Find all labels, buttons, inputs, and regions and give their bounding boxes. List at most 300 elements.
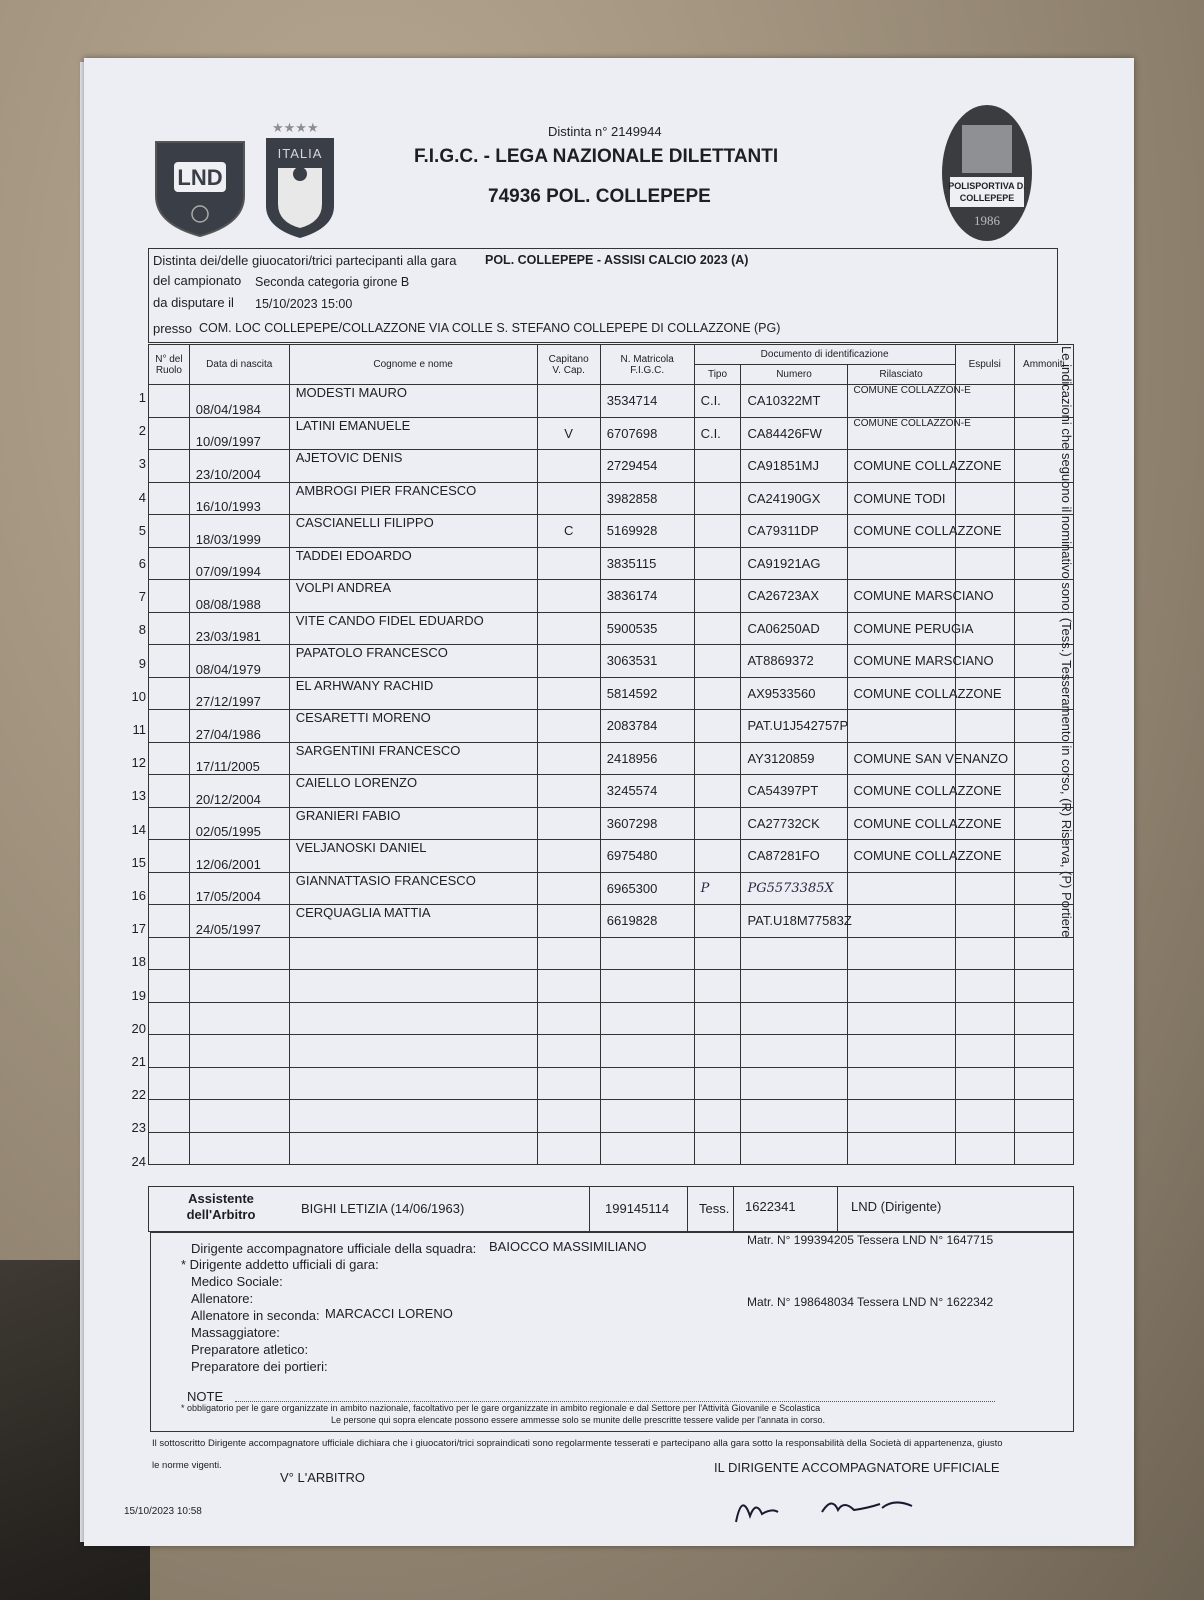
note-line [235,1401,995,1402]
matricola-cell [600,1100,694,1133]
captain-cell [537,840,600,873]
matricola-cell [600,1035,694,1068]
row-number: 14 [131,821,146,837]
captain-cell [537,1132,600,1165]
issued-by-cell [847,547,955,580]
matricola-cell: 3534714 [600,385,694,418]
name-cell: AMBROGI PIER FRANCESCO [289,482,537,515]
row-number: 18 [131,954,146,970]
birthdate-cell: 20/12/2004 [189,775,289,808]
name-cell: CESARETTI MORENO [289,710,537,743]
ruolo-cell [149,905,190,938]
table-row [149,482,1074,515]
ruolo-cell [149,515,190,548]
doc-number-cell: PAT.U18M77583Z [741,905,847,938]
footnote-1: * obbligatorio per le gare organizzate in ambito nazionale, facoltativo per le gare organizzate in ambito regionale e dal Settore per l'Attività Giovanile e Scolastica [181,1403,821,1413]
issued-by-cell: COMUNE COLLAZZONE [847,775,955,808]
espulsi-cell [955,710,1014,743]
doc-number-cell: CA10322MT [741,385,847,418]
issued-by-cell: COMUNE COLLAZZONE [847,807,955,840]
issued-by-cell: COMUNE COLLAZZONE [847,840,955,873]
ammoniti-cell [1014,1132,1073,1165]
table-row [149,1002,1074,1035]
doc-number-cell: CA87281FO [741,840,847,873]
print-timestamp: 15/10/2023 10:58 [124,1506,202,1517]
assistente-matricola: 199145114 [605,1201,670,1216]
ruolo-cell [149,807,190,840]
doc-type-cell [694,807,741,840]
birthdate-cell: 27/12/1997 [189,677,289,710]
footnote-2: Le persone qui sopra elencate possono essere ammesse solo se munite delle prescritte tessere valide per l'annata in corso. [331,1415,825,1425]
doc-number-cell [741,1002,847,1035]
name-cell: CERQUAGLIA MATTIA [289,905,537,938]
row-number: 15 [131,854,146,870]
table-row [149,515,1074,548]
doc-number-cell: AT8869372 [741,645,847,678]
table-row [149,1035,1074,1068]
assistente-tess: 1622341 [745,1199,796,1214]
row-number: 8 [138,622,146,638]
captain-cell [537,905,600,938]
issued-by-cell: COMUNE COLLAZZONE [847,515,955,548]
row-number: 9 [138,655,146,671]
preparatore-portieri-label: Preparatore dei portieri: [191,1359,328,1374]
name-cell: MODESTI MAURO [289,385,537,418]
captain-cell [537,482,600,515]
matricola-cell: 3836174 [600,580,694,613]
doc-type-cell [694,970,741,1003]
players-table-body [149,385,1074,1165]
doc-type-cell [694,1067,741,1100]
birthdate-cell [189,1002,289,1035]
issued-by-cell: COMUNE COLLAZZON-E [847,417,955,450]
birthdate-cell: 18/03/1999 [189,515,289,548]
birthdate-cell [189,1100,289,1133]
matricola-cell [600,1002,694,1035]
issued-by-cell [847,970,955,1003]
matricola-cell: 3835115 [600,547,694,580]
col-matricola: N. Matricola F.I.G.C. [600,345,694,385]
dirigente-value: BAIOCCO MASSIMILIANO [489,1239,647,1254]
matricola-cell: 3607298 [600,807,694,840]
doc-number-cell: CA54397PT [741,775,847,808]
doc-type-cell: C.I. [694,417,741,450]
club-name: 74936 POL. COLLEPEPE [488,186,711,207]
name-cell [289,1132,537,1165]
matricola-cell: 2729454 [600,450,694,483]
presso-value: COM. LOC COLLEPEPE/COLLAZZONE VIA COLLE S. STEFANO COLLEPEPE DI COLLAZZONE (PG) [199,321,781,335]
allenatore2-value: MARCACCI LORENO [325,1306,453,1321]
row-number: 13 [131,788,146,804]
doc-type-cell [694,710,741,743]
matricola-cell [600,1132,694,1165]
doc-type-cell: P [694,872,741,905]
col-ammoniti: Ammoniti [1014,345,1073,385]
dirigente-label: Dirigente accompagnatore ufficiale della squadra: [191,1241,477,1256]
espulsi-cell [955,937,1014,970]
svg-text:★★★★: ★★★★ [272,121,319,136]
name-cell: SARGENTINI FRANCESCO [289,742,537,775]
row-number: 6 [138,556,146,571]
doc-type-cell [694,1132,741,1165]
staff-box [150,1232,1074,1432]
ruolo-cell [149,710,190,743]
col-ruolo: N° del Ruolo [149,345,190,385]
doc-type-cell [694,677,741,710]
doc-number-cell [741,1132,847,1165]
name-cell: VELJANOSKI DANIEL [289,840,537,873]
table-row [149,742,1074,775]
espulsi-cell [955,905,1014,938]
captain-cell [537,872,600,905]
birthdate-cell: 17/11/2005 [189,742,289,775]
captain-cell: V [537,417,600,450]
espulsi-cell [955,1002,1014,1035]
doc-type-cell [694,515,741,548]
doc-number-cell: AX9533560 [741,677,847,710]
birthdate-cell: 16/10/1993 [189,482,289,515]
document-title: F.I.G.C. - LEGA NAZIONALE DILETTANTI [414,146,779,167]
issued-by-cell: COMUNE COLLAZZON-E [847,385,955,418]
issued-by-cell [847,710,955,743]
data-value: 15/10/2023 15:00 [255,297,353,311]
campionato-label: del campionato [153,273,242,288]
ruolo-cell [149,612,190,645]
captain-cell [537,807,600,840]
row-number: 12 [131,755,146,771]
birthdate-cell: 10/09/1997 [189,417,289,450]
data-label: da disputare il [153,295,234,310]
dirigente-matr: Matr. N° 199394205 Tessera LND N° 1647715 [747,1233,994,1247]
doc-number-cell: CA26723AX [741,580,847,613]
matricola-cell [600,970,694,1003]
doc-type-cell [694,840,741,873]
doc-type-cell [694,775,741,808]
arbitro-label: V° L'ARBITRO [280,1470,365,1485]
birthdate-cell: 02/05/1995 [189,807,289,840]
ruolo-cell [149,970,190,1003]
birthdate-cell: 07/09/1994 [189,547,289,580]
match-info-box [148,248,1058,343]
issued-by-cell: COMUNE COLLAZZONE [847,450,955,483]
ruolo-cell [149,1002,190,1035]
matricola-cell: 5814592 [600,677,694,710]
birthdate-cell: 12/06/2001 [189,840,289,873]
ammoniti-cell [1014,1002,1073,1035]
ruolo-cell [149,1067,190,1100]
addetto-label: * Dirigente addetto ufficiali di gara: [181,1257,379,1272]
name-cell: AJETOVIC DENIS [289,450,537,483]
captain-cell [537,1035,600,1068]
row-number: 10 [131,688,146,704]
assistente-tess-label: Tess. [699,1201,730,1216]
ammoniti-cell [1014,1067,1073,1100]
row-number: 11 [132,722,146,737]
name-cell [289,1067,537,1100]
polisportiva-logo-line2: COLLEPEPE [959,193,1015,203]
doc-number-cell [741,937,847,970]
side-note: Le indicazioni che seguono il nominativo sono: (Tess.) Tesseramento in corso, (R) Riserva, (P) Portiere [1059,346,1074,938]
doc-number-cell: CA27732CK [741,807,847,840]
ruolo-cell [149,937,190,970]
doc-number-cell: PG5573385X [741,872,847,905]
row-number: 24 [131,1153,146,1169]
birthdate-cell [189,937,289,970]
ammoniti-cell [1014,937,1073,970]
espulsi-cell [955,1100,1014,1133]
polisportiva-logo [940,103,1034,243]
doc-number-cell: CA79311DP [741,515,847,548]
doc-number-cell: AY3120859 [741,742,847,775]
issued-by-cell [847,1035,955,1068]
doc-type-cell [694,937,741,970]
captain-cell [537,385,600,418]
col-capitano: Capitano V. Cap. [537,345,600,385]
table-row [149,970,1074,1003]
table-row [149,580,1074,613]
name-cell: VITE CANDO FIDEL EDUARDO [289,612,537,645]
col-nascita: Data di nascita [189,345,289,385]
birthdate-cell [189,1132,289,1165]
name-cell: GRANIERI FABIO [289,807,537,840]
allenatore2-matr: Matr. N° 198648034 Tessera LND N° 1622342 [747,1295,994,1309]
issued-by-cell [847,1132,955,1165]
table-row [149,1100,1074,1133]
issued-by-cell: COMUNE SAN VENANZO [847,742,955,775]
ruolo-cell [149,385,190,418]
name-cell: VOLPI ANDREA [289,580,537,613]
medico-label: Medico Sociale: [191,1274,283,1289]
doc-number-cell [741,1067,847,1100]
issued-by-cell [847,1002,955,1035]
doc-number-cell [741,970,847,1003]
captain-cell [537,1067,600,1100]
name-cell [289,937,537,970]
lnd-logo-text: LND [177,165,223,190]
matricola-cell: 3982858 [600,482,694,515]
birthdate-cell: 08/04/1979 [189,645,289,678]
issued-by-cell [847,872,955,905]
captain-cell [537,580,600,613]
table-row [149,417,1074,450]
row-number: 20 [131,1020,146,1036]
assistente-row [148,1186,1074,1232]
assistente-label: Assistente dell'Arbitro [186,1191,256,1222]
birthdate-cell: 23/10/2004 [189,450,289,483]
doc-type-cell [694,1002,741,1035]
name-cell: CASCIANELLI FILIPPO [289,515,537,548]
doc-type-cell [694,1035,741,1068]
table-row [149,450,1074,483]
table-row [149,612,1074,645]
espulsi-cell [955,547,1014,580]
matricola-cell: 6965300 [600,872,694,905]
matricola-cell [600,937,694,970]
birthdate-cell [189,1035,289,1068]
massaggiatore-label: Massaggiatore: [191,1325,280,1340]
lnd-logo [152,136,248,238]
birthdate-cell: 23/03/1981 [189,612,289,645]
espulsi-cell [955,482,1014,515]
issued-by-cell: COMUNE TODI [847,482,955,515]
doc-type-cell [694,742,741,775]
table-row [149,775,1074,808]
row-number: 19 [131,987,146,1003]
captain-cell [537,970,600,1003]
name-cell: LATINI EMANUELE [289,417,537,450]
espulsi-cell [955,872,1014,905]
ruolo-cell [149,450,190,483]
ruolo-cell [149,677,190,710]
dirigente-signature [732,1486,922,1526]
doc-type-cell [694,450,741,483]
espulsi-cell [955,1132,1014,1165]
matricola-cell: 2418956 [600,742,694,775]
issued-by-cell [847,937,955,970]
ruolo-cell [149,840,190,873]
row-number: 4 [138,489,146,505]
ammoniti-cell [1014,1035,1073,1068]
table-row [149,840,1074,873]
dichiarazione-2: le norme vigenti. [152,1460,222,1471]
preparatore-label: Preparatore atletico: [191,1342,309,1357]
col-rilasciato: Rilasciato [847,365,955,385]
name-cell: PAPATOLO FRANCESCO [289,645,537,678]
table-row [149,385,1074,418]
birthdate-cell [189,970,289,1003]
matricola-cell: 3063531 [600,645,694,678]
doc-type-cell: C.I. [694,385,741,418]
doc-number-cell: CA06250AD [741,612,847,645]
espulsi-cell [955,1067,1014,1100]
ruolo-cell [149,775,190,808]
assistente-nome: BIGHI LETIZIA (14/06/1963) [301,1201,465,1216]
italia-logo [262,118,338,240]
matricola-cell: 3245574 [600,775,694,808]
doc-type-cell [694,580,741,613]
row-number: 5 [138,522,146,538]
row-number: 16 [131,888,146,903]
row-number: 1 [138,390,146,405]
doc-number-cell: PAT.U1J542757P [741,710,847,743]
issued-by-cell: COMUNE MARSCIANO [847,580,955,613]
captain-cell [537,1002,600,1035]
row-number: 3 [138,456,146,472]
name-cell: TADDEI EDOARDO [289,547,537,580]
allenatore2-label: Allenatore in seconda: [191,1308,320,1323]
birthdate-cell: 24/05/1997 [189,905,289,938]
captain-cell: C [537,515,600,548]
captain-cell [537,1100,600,1133]
doc-type-cell [694,905,741,938]
ruolo-cell [149,417,190,450]
polisportiva-logo-year: 1986 [974,213,1000,228]
ruolo-cell [149,742,190,775]
doc-type-cell [694,547,741,580]
gara-label: Distinta dei/delle giuocatori/trici partecipanti alla gara [153,253,457,268]
name-cell: CAIELLO LORENZO [289,775,537,808]
allenatore-label: Allenatore: [191,1291,254,1306]
ruolo-cell [149,872,190,905]
captain-cell [537,775,600,808]
doc-type-cell [694,482,741,515]
col-documento: Documento di identificazione [694,345,955,365]
row-number: 21 [131,1054,146,1069]
ruolo-cell [149,645,190,678]
row-number: 2 [138,423,146,439]
table-row [149,710,1074,743]
matricola-cell [600,1067,694,1100]
players-table-wrap [148,344,1074,1165]
birthdate-cell: 08/04/1984 [189,385,289,418]
ruolo-cell [149,1132,190,1165]
ammoniti-cell [1014,1100,1073,1133]
matricola-cell: 2083784 [600,710,694,743]
ruolo-cell [149,547,190,580]
issued-by-cell: COMUNE PERUGIA [847,612,955,645]
doc-type-cell [694,612,741,645]
table-row [149,645,1074,678]
espulsi-cell [955,970,1014,1003]
doc-number-cell: CA84426FW [741,417,847,450]
ruolo-cell [149,1035,190,1068]
name-cell [289,970,537,1003]
table-row [149,1067,1074,1100]
table-row [149,677,1074,710]
ruolo-cell [149,1100,190,1133]
gara-value: POL. COLLEPEPE - ASSISI CALCIO 2023 (A) [485,253,749,267]
distinta-number: Distinta n° 2149944 [548,124,662,139]
doc-number-cell [741,1035,847,1068]
doc-number-cell [741,1100,847,1133]
italia-logo-text: ITALIA [277,146,323,161]
matricola-cell: 5900535 [600,612,694,645]
table-row [149,872,1074,905]
matricola-cell: 6707698 [600,417,694,450]
birthdate-cell: 08/08/1988 [189,580,289,613]
col-nome: Cognome e nome [289,345,537,385]
table-row [149,937,1074,970]
issued-by-cell [847,1100,955,1133]
captain-cell [537,450,600,483]
table-row [149,1132,1074,1165]
captain-cell [537,710,600,743]
dichiarazione: Il sottoscritto Dirigente accompagnatore ufficiale dichiara che i giuocatori/trici sopraindicati sono regolarmente tesserati e partecipano alla gara sotto la responsabilità della Società di appartenenza, giusto [152,1438,1003,1449]
doc-type-cell [694,1100,741,1133]
captain-cell [537,645,600,678]
birthdate-cell [189,1067,289,1100]
ammoniti-cell [1014,970,1073,1003]
campionato-value: Seconda categoria girone B [255,275,410,289]
polisportiva-logo-line1: POLISPORTIVA D. [948,181,1026,191]
matricola-cell: 6619828 [600,905,694,938]
captain-cell [537,742,600,775]
doc-number-cell: CA24190GX [741,482,847,515]
captain-cell [537,547,600,580]
presso-label: presso [153,321,193,336]
players-table [148,344,1074,1165]
name-cell [289,1002,537,1035]
name-cell: EL ARHWANY RACHID [289,677,537,710]
col-numero: Numero [741,365,847,385]
captain-cell [537,937,600,970]
name-cell [289,1035,537,1068]
issued-by-cell: COMUNE MARSCIANO [847,645,955,678]
captain-cell [537,677,600,710]
table-row [149,807,1074,840]
name-cell: GIANNATTASIO FRANCESCO [289,872,537,905]
col-tipo: Tipo [694,365,741,385]
